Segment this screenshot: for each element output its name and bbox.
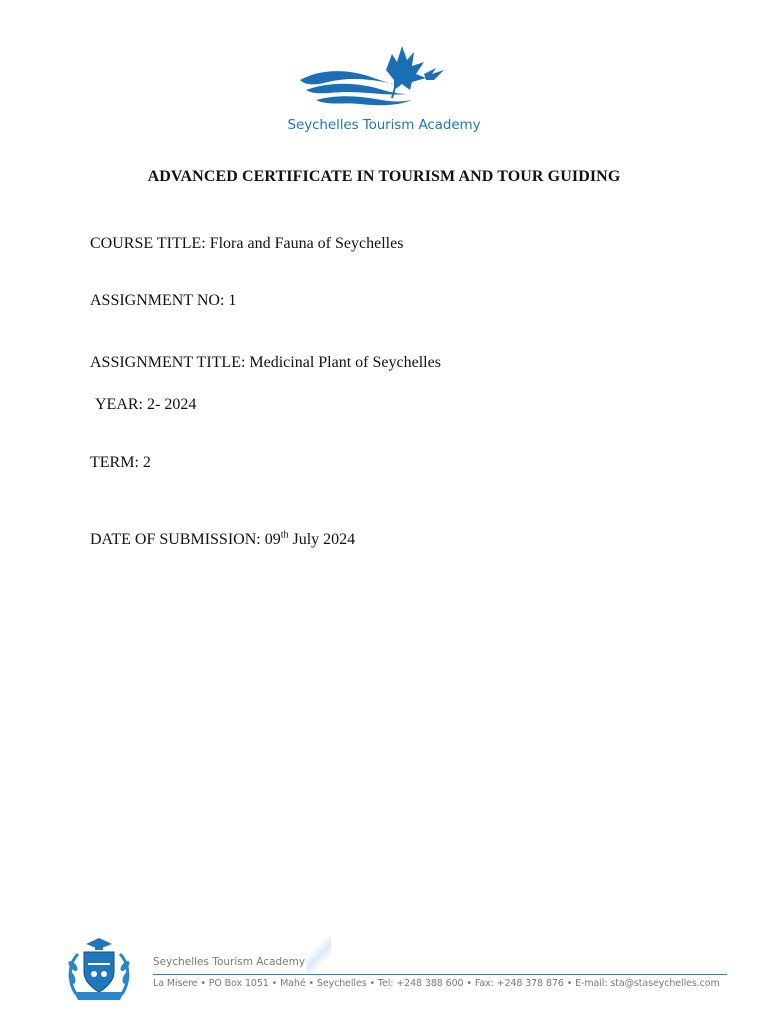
course-title-field: COURSE TITLE: Flora and Fauna of Seychelles (90, 235, 404, 252)
submission-date-prefix: DATE OF SUBMISSION: 09 (90, 531, 281, 548)
submission-date-field (90, 531, 355, 549)
header-logo (284, 40, 484, 140)
document-title: ADVANCED CERTIFICATE IN TOURISM AND TOUR GUIDING (147, 168, 621, 185)
footer-address: La Misere • PO Box 1051 • Mahé • Seychelles • Tel: +248 388 600 • Fax: +248 378 876 • E-mail: sta@staseychelles.com (153, 978, 720, 989)
term-field: TERM: 2 (90, 454, 151, 471)
academy-seal-icon (64, 934, 134, 1004)
page-footer (62, 932, 730, 1006)
footer-org-name: Seychelles Tourism Academy (153, 956, 306, 968)
logo-text: Seychelles Tourism Academy (287, 117, 481, 133)
assignment-title-field: ASSIGNMENT TITLE: Medicinal Plant of Seychelles (90, 354, 441, 371)
decorative-stripe (307, 936, 331, 976)
submission-date-suffix: July 2024 (288, 531, 356, 548)
footer-divider (153, 974, 727, 975)
year-field: YEAR: 2- 2024 (95, 396, 197, 413)
assignment-no-field: ASSIGNMENT NO: 1 (90, 292, 237, 309)
submission-date-ordinal: th (280, 529, 289, 541)
academy-logo-icon (298, 40, 448, 112)
